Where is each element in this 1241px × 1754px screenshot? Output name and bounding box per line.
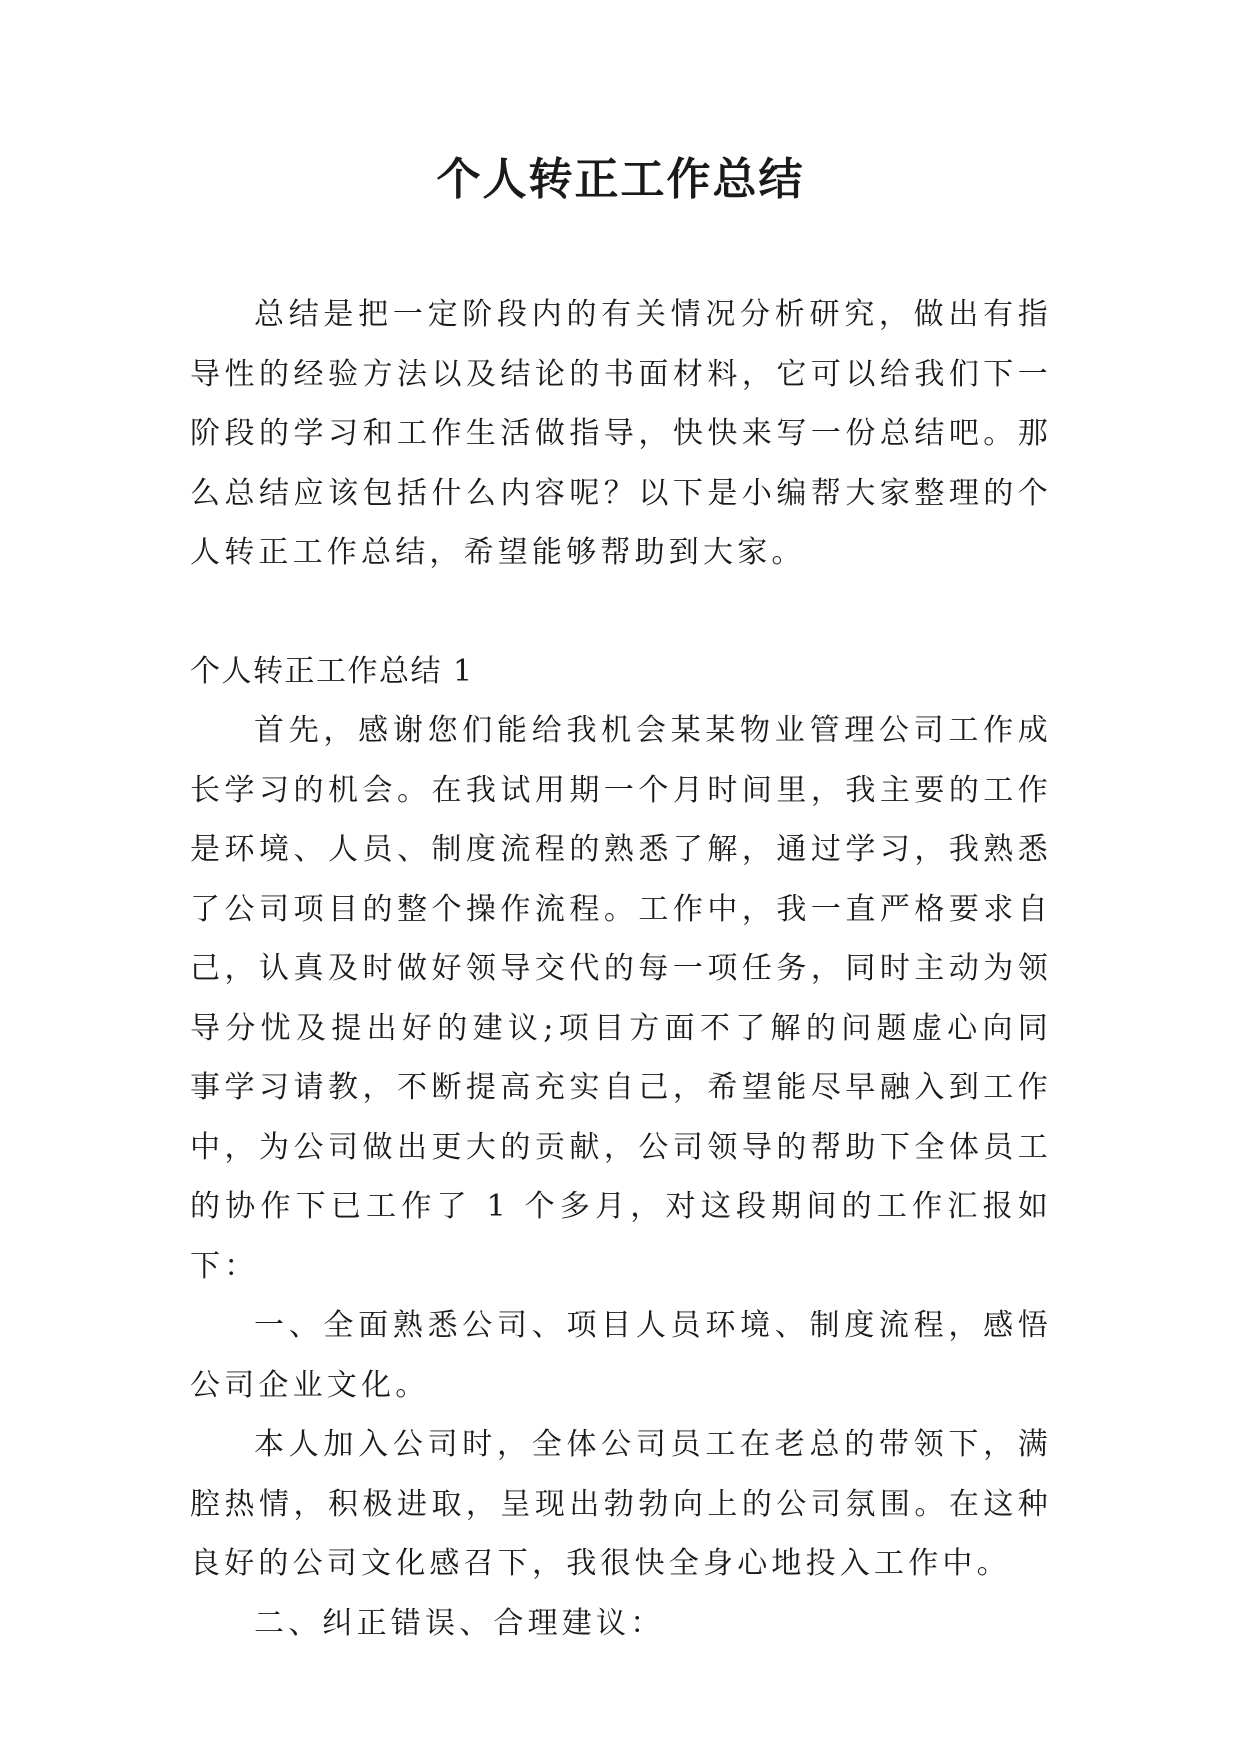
section-heading: 个人转正工作总结 1 bbox=[190, 653, 474, 689]
document-title: 个人转正工作总结 bbox=[436, 154, 805, 205]
body-paragraph: 本人加入公司时，全体公司员工在老总的带领下，满腔热情，积极进取，呈现出勃勃向上的公司氛围。在这种良好的公司文化感召下，我很快全身心地投入工作中。 bbox=[190, 1427, 1052, 1581]
body-paragraph: 一、全面熟悉公司、项目人员环境、制度流程，感悟公司企业文化。 bbox=[190, 1308, 1052, 1403]
body-paragraph: 首先，感谢您们能给我机会某某物业管理公司工作成长学习的机会。在我试用期一个月时间里，我主要的工作是环境、人员、制度流程的熟悉了解，通过学习，我熟悉了公司项目的整个操作流程。工作中，我一直严格要求自己，认真及时做好领导交代的每一项任务，同时主动为领导分忧及提出好的建议;项目方面不了解的问题虚心向同事学习请教，不断提高充实自己，希望能尽早融入到工作中，为公司做出更大的贡献，公司领导的帮助下全体员工的协作下已工作了 1 个多月，对这段期间的工作汇报如下： bbox=[190, 713, 1052, 1284]
document-body bbox=[190, 285, 1052, 1653]
body-paragraph: 二、纠正错误、合理建议： bbox=[254, 1605, 665, 1641]
intro-paragraph: 总结是把一定阶段内的有关情况分析研究，做出有指导性的经验方法以及结论的书面材料，它可以给我们下一阶段的学习和工作生活做指导，快快来写一份总结吧。那么总结应该包括什么内容呢？以下是小编帮大家整理的个人转正工作总结，希望能够帮助到大家。 bbox=[190, 297, 1052, 570]
paragraph-spacer bbox=[190, 583, 1052, 642]
